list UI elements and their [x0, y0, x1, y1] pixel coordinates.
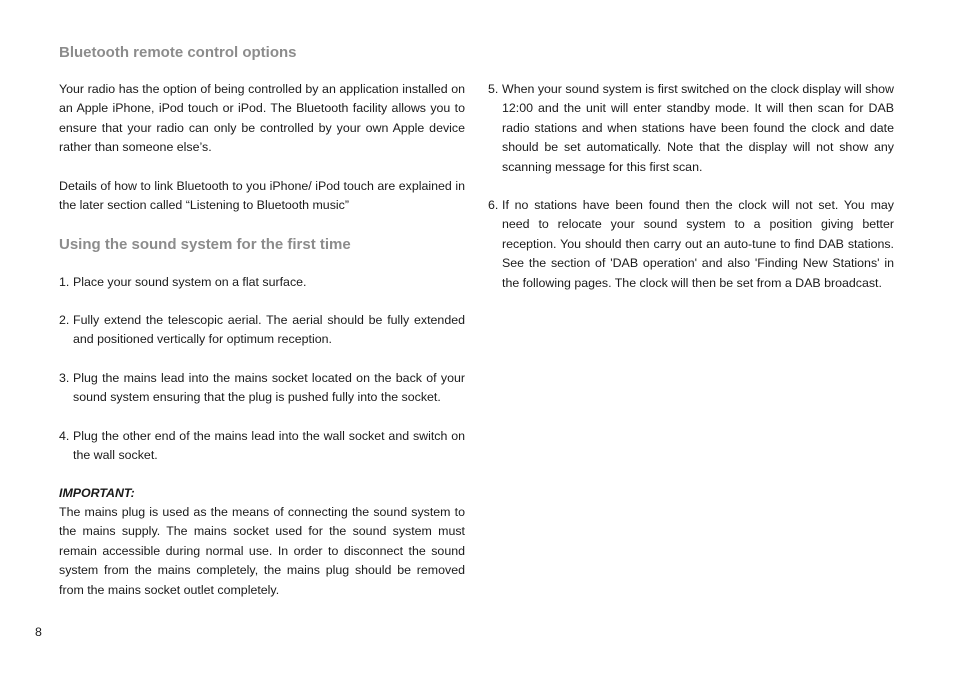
step-number: 3. [59, 371, 70, 385]
page-number: 8 [35, 625, 42, 639]
step-number: 2. [59, 313, 70, 327]
step-number: 4. [59, 429, 70, 443]
step-text: Plug the other end of the mains lead into the wall socket and switch on the wall socket. [73, 429, 465, 463]
step-text: Place your sound system on a flat surface. [73, 275, 307, 289]
step-4 [59, 427, 465, 466]
bluetooth-paragraph-2: Details of how to link Bluetooth to you iPhone/ iPod touch are explained in the later section called “Listening to Bluetooth music” [59, 179, 465, 213]
step-number: 1. [59, 275, 70, 289]
step-text: Plug the mains lead into the mains socket located on the back of your sound system ensuring that the plug is pushed fully into the socket. [73, 371, 465, 405]
important-label [59, 484, 465, 503]
step-text: If no stations have been found then the clock will not set. You may need to relocate your sound system to a position giving better reception. You should then carry out an auto-tune to find DAB stations. See the section of 'DAB operation' and also 'Finding New Stations' in the following pages. The clock will then be set from a DAB broadcast. [502, 198, 894, 290]
step-1 [59, 273, 465, 292]
important-label-text: IMPORTANT: [59, 486, 135, 500]
step-6 [488, 196, 894, 293]
step-number: 5. [488, 82, 499, 96]
step-3 [59, 369, 465, 408]
step-number: 6. [488, 198, 499, 212]
step-5 [488, 80, 894, 177]
step-text: Fully extend the telescopic aerial. The aerial should be fully extended and positioned vertically for optimum reception. [73, 313, 465, 347]
heading-bluetooth-remote: Bluetooth remote control options [59, 44, 297, 61]
heading-first-time-use: Using the sound system for the first time [59, 236, 351, 253]
step-2 [59, 311, 465, 350]
step-text: When your sound system is first switched on the clock display will show 12:00 and the unit will enter standby mode. It will then scan for DAB radio stations and when stations have been found the clock and date should be set automatically. Note that the display will not show any scanning message for this first scan. [502, 82, 894, 174]
bluetooth-paragraph-1: Your radio has the option of being controlled by an application installed on an Apple iPhone, iPod touch or iPod. The Bluetooth facility allows you to ensure that your radio can only be controlled by your own Apple device rather than someone else’s. [59, 82, 465, 155]
important-paragraph: The mains plug is used as the means of connecting the sound system to the mains supply. The mains socket used for the sound system must remain accessible during normal use. In order to disconnect the sound system from the mains completely, the mains plug should be removed from the mains socket outlet completely. [59, 505, 465, 597]
